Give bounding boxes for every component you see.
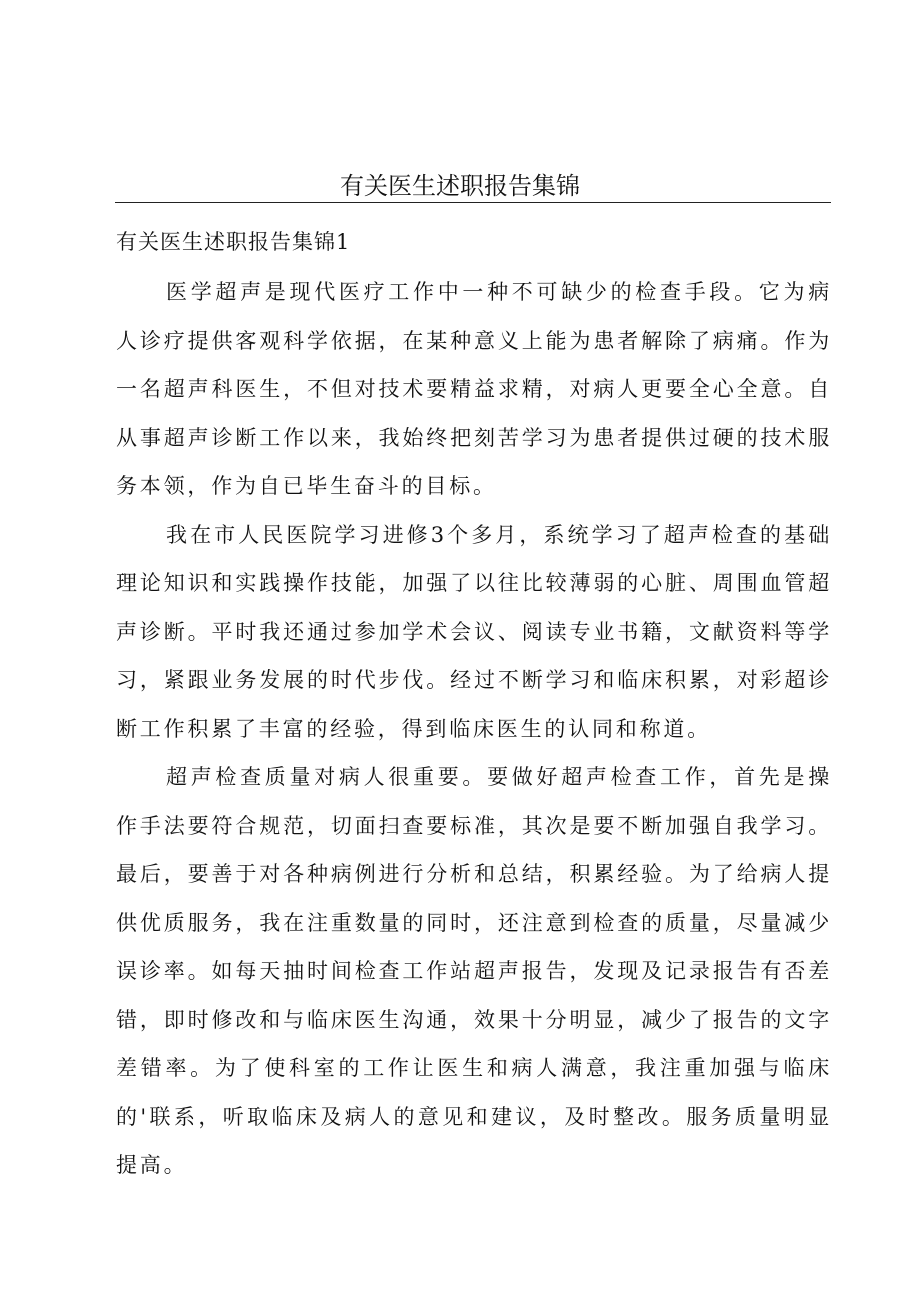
title-underline-rule xyxy=(115,202,831,203)
section-heading: 有关医生述职报告集锦1 xyxy=(116,230,351,254)
paragraph-1: 医学超声是现代医疗工作中一种不可缺少的检查手段。它为病人诊疗提供客观科学依据，在某种意义上能为患者解除了病痛。作为一名超声科医生，不但对技术要精益求精，对病人更要全心全意。自从事超声诊断工作以来，我始终把刻苦学习为患者提供过硬的技术服务本领，作为自已毕生奋斗的目标。 xyxy=(116,280,832,498)
body-text xyxy=(116,268,832,1190)
paragraph-2: 我在市人民医院学习进修3个多月，系统学习了超声检查的基础理论知识和实践操作技能，加强了以往比较薄弱的心脏、周围血管超声诊断。平时我还通过参加学术会议、阅读专业书籍，文献资料等学习，紧跟业务发展的时代步伐。经过不断学习和临床积累，对彩超诊断工作积累了丰富的经验，得到临床医生的认同和称道。 xyxy=(116,522,832,741)
document-title: 有关医生述职报告集锦 xyxy=(340,172,580,200)
paragraph-3: 超声检查质量对病人很重要。要做好超声检查工作，首先是操作手法要符合规范，切面扫查要标准，其次是要不断加强自我学习。最后，要善于对各种病例进行分析和总结，积累经验。为了给病人提供优质服务，我在注重数量的同时，还注意到检查的质量，尽量减少误诊率。如每天抽时间检查工作站超声报告，发现及记录报告有否差错，即时修改和与临床医生沟通，效果十分明显，减少了报告的文字差错率。为了使科室的工作让医生和病人满意，我注重加强与临床的'联系，听取临床及病人的意见和建议，及时整改。服务质量明显提高。 xyxy=(116,765,832,1177)
